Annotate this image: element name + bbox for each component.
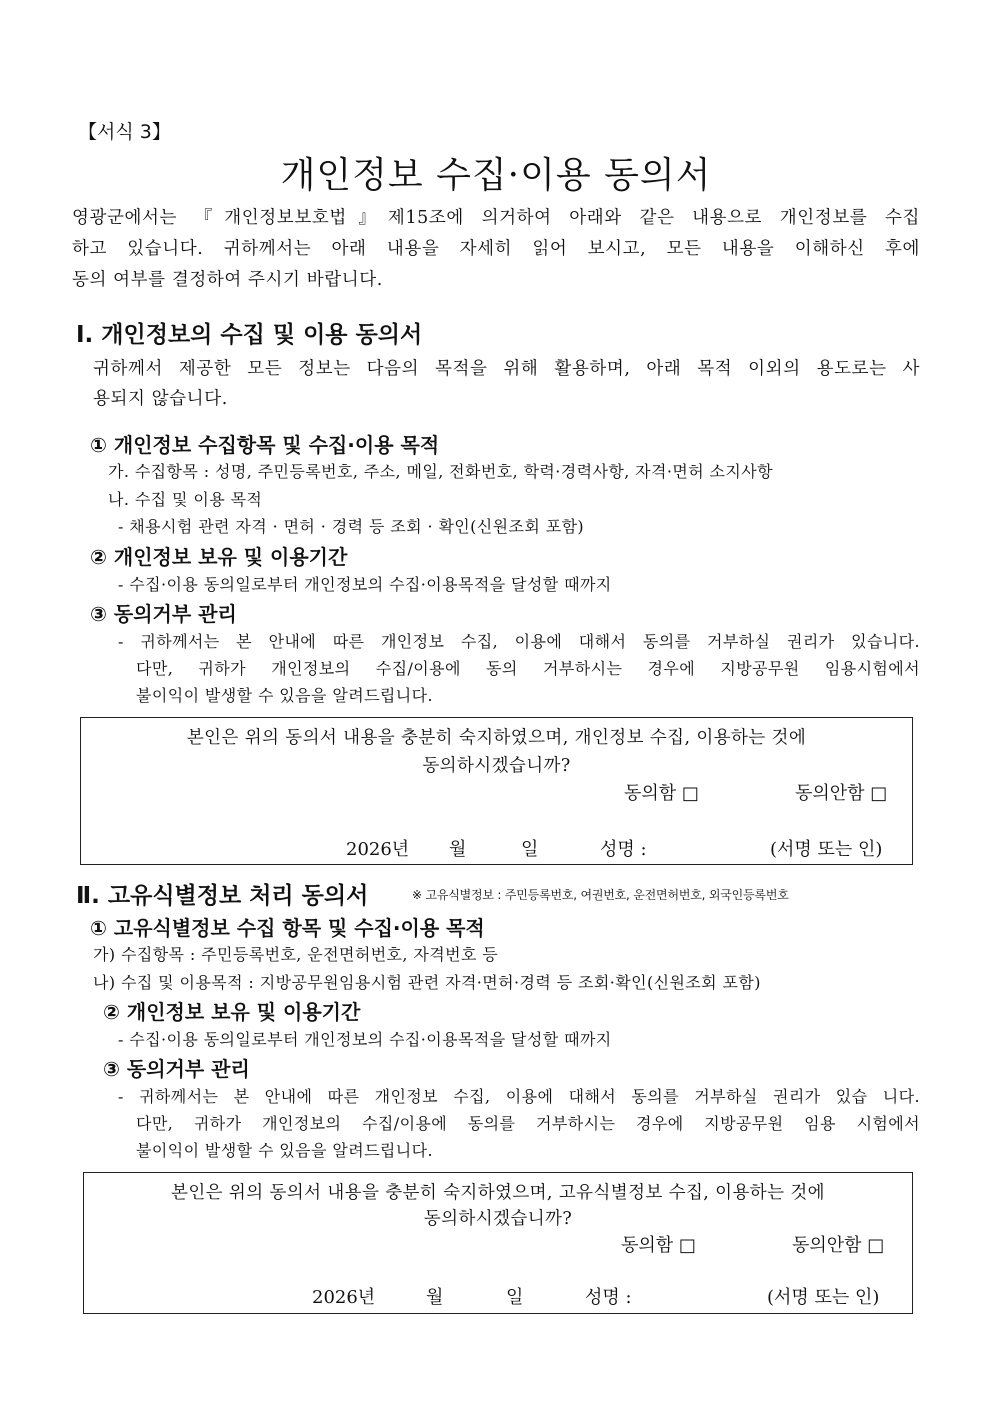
- s1-sub2-heading: ② 개인정보 보유 및 이용기간: [90, 545, 348, 569]
- document-title: 개인정보 수집·이용 동의서: [280, 155, 712, 196]
- consent-1-sign-note: (서명 또는 인): [770, 839, 883, 860]
- intro-line-1: 영광군에서는 『개인정보보호법』제15조에 의거하여 아래와 같은 내용으로 개인정보를 수집: [72, 208, 920, 228]
- consent-2-agree-checkbox[interactable]: 동의함 □: [621, 1235, 696, 1256]
- s1-sub3-line-1: - 귀하께서는 본 안내에 따른 개인정보 수집, 이용에 대해서 동의를 거부하실 권리가 있습니다.: [118, 632, 920, 651]
- s2-sub1-item-a: 가) 수집항목 : 주민등록번호, 운전면허번호, 자격번호 등: [93, 945, 499, 964]
- intro-line-3: 동의 여부를 결정하여 주시기 바랍니다.: [72, 270, 383, 290]
- consent-1-name-label: 성명 :: [600, 839, 647, 860]
- consent-2-line-2: 동의하시겠습니까?: [423, 1209, 573, 1229]
- s2-sub2-heading: ② 개인정보 보유 및 이용기간: [103, 1000, 361, 1024]
- consent-1-disagree-checkbox[interactable]: 동의안함 □: [795, 783, 888, 804]
- section-2-note: ※ 고유식별정보 : 주민등록번호, 여권번호, 운전면허번호, 외국인등록번호: [412, 888, 789, 902]
- s1-sub3-heading: ③ 동의거부 관리: [90, 602, 237, 626]
- s2-sub3-line-3: 불이익이 발생할 수 있음을 알려드립니다.: [136, 1141, 433, 1160]
- consent-2-day: 일: [506, 1287, 524, 1308]
- s2-sub1-item-b: 나) 수집 및 이용목적 : 지방공무원임용시험 관련 자격·면허·경력 등 조회·확인(신원조회 포함): [93, 973, 761, 992]
- consent-2-year: 2026년: [312, 1287, 376, 1308]
- form-number-label: 【서식 3】: [78, 121, 171, 143]
- consent-1-agree-checkbox[interactable]: 동의함 □: [624, 783, 699, 804]
- section-2-consent-box: [83, 1172, 913, 1314]
- s2-sub2-item: - 수집·이용 동의일로부터 개인정보의 수집·이용목적을 달성할 때까지: [118, 1030, 612, 1049]
- intro-line-2: 하고 있습니다. 귀하께서는 아래 내용을 자세히 읽어 보시고, 모든 내용을 이해하신 후에: [72, 239, 920, 259]
- consent-2-sign-note: (서명 또는 인): [767, 1287, 880, 1308]
- section-1-heading: Ⅰ. 개인정보의 수집 및 이용 동의서: [76, 322, 423, 348]
- s1-sub1-item-b: 나. 수집 및 이용 목적: [108, 490, 263, 509]
- consent-2-line-1: 본인은 위의 동의서 내용을 충분히 숙지하였으며, 고유식별정보 수집, 이용하는 것에: [171, 1183, 825, 1203]
- section-1-desc-line-1: 귀하께서 제공한 모든 정보는 다음의 목적을 위해 활용하며, 아래 목적 이외의 용도로는 사: [93, 359, 920, 379]
- s2-sub3-line-2: 다만, 귀하가 개인정보의 수집/이용에 동의를 거부하시는 경우에 지방공무원 임용 시험에서: [136, 1114, 920, 1133]
- s2-sub3-line-1: - 귀하께서는 본 안내에 따른 개인정보 수집, 이용에 대해서 동의를 거부하실 권리가 있습 니다.: [118, 1087, 920, 1106]
- s1-sub1-heading: ① 개인정보 수집항목 및 수집·이용 목적: [90, 433, 440, 457]
- consent-2-name-label: 성명 :: [585, 1287, 632, 1308]
- s1-sub3-line-3: 불이익이 발생할 수 있음을 알려드립니다.: [136, 686, 433, 705]
- consent-1-year: 2026년: [346, 839, 410, 860]
- consent-1-line-1: 본인은 위의 동의서 내용을 충분히 숙지하였으며, 개인정보 수집, 이용하는 것에: [186, 728, 807, 748]
- consent-1-day: 일: [521, 839, 539, 860]
- s1-sub1-item-a: 가. 수집항목 : 성명, 주민등록번호, 주소, 메일, 전화번호, 학력·경력사항, 자격·면허 소지사항: [108, 462, 773, 481]
- consent-1-month: 월: [449, 839, 467, 860]
- section-2-heading: Ⅱ. 고유식별정보 처리 동의서: [76, 883, 369, 909]
- consent-1-line-2: 동의하시겠습니까?: [422, 756, 571, 776]
- s2-sub3-heading: ③ 동의거부 관리: [103, 1057, 250, 1081]
- section-1-desc-line-2: 용되지 않습니다.: [93, 389, 228, 409]
- s1-sub3-line-2: 다만, 귀하가 개인정보의 수집/이용에 동의 거부하시는 경우에 지방공무원 임용시험에서: [136, 659, 920, 678]
- s1-sub1-item-b-detail: - 채용시험 관련 자격 · 면허 · 경력 등 조회 · 확인(신원조회 포함): [118, 517, 585, 536]
- s1-sub2-item: - 수집·이용 동의일로부터 개인정보의 수집·이용목적을 달성할 때까지: [118, 575, 612, 594]
- consent-2-month: 월: [426, 1287, 444, 1308]
- s2-sub1-heading: ① 고유식별정보 수집 항목 및 수집·이용 목적: [90, 916, 485, 940]
- section-1-consent-box: [80, 717, 913, 865]
- consent-2-disagree-checkbox[interactable]: 동의안함 □: [792, 1235, 885, 1256]
